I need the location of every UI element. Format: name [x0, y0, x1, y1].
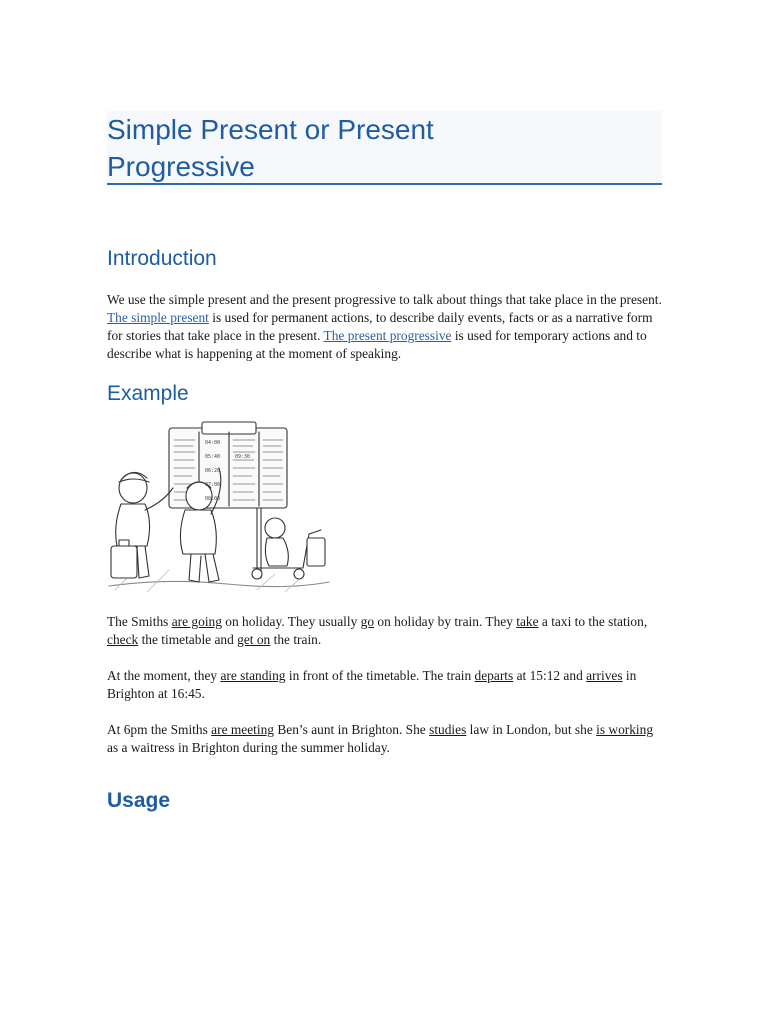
heading-introduction: Introduction: [107, 247, 217, 270]
board-time-6: 09:30: [235, 454, 251, 460]
introduction-paragraph: [107, 291, 667, 363]
text-run: at 15:12 and: [513, 668, 587, 683]
board-time-2: 05:40: [205, 454, 221, 460]
board-time-4: 07:00: [205, 482, 221, 488]
example-paragraph-1: [107, 613, 667, 649]
text-run: the timetable and: [138, 632, 238, 647]
board-time-3: 06:20: [205, 468, 221, 474]
text-run: The Smiths: [107, 614, 172, 629]
verb-underlined: arrives: [586, 668, 623, 683]
example-paragraph-3: [107, 721, 667, 757]
verb-underlined: are going: [171, 614, 222, 629]
example-paragraph-2: [107, 667, 667, 703]
text-run: in Brighton at 16:45.: [107, 668, 637, 701]
text-run: on holiday by train. They: [374, 614, 517, 629]
link-simple-present[interactable]: The simple present: [107, 310, 209, 325]
family-at-timetable-illustration: [107, 418, 331, 596]
verb-underlined: take: [516, 614, 539, 629]
board-time-1: 04:00: [205, 440, 221, 446]
verb-underlined: go: [360, 614, 375, 629]
text-run: Ben’s aunt in Brighton. She: [274, 722, 430, 737]
link-present-progressive[interactable]: The present progressive: [323, 328, 452, 343]
text-run: is used for permanent actions, to describe daily events, facts or as a narrative form for stories that take place in the present.: [107, 310, 653, 343]
text-run: as a waitress in Brighton during the summer holiday.: [107, 740, 390, 755]
text-run: At 6pm the Smiths: [107, 722, 212, 737]
heading-usage: Usage: [107, 789, 171, 812]
text-run: the train.: [270, 632, 322, 647]
verb-underlined: is working: [596, 722, 654, 737]
text-run: law in London, but she: [466, 722, 597, 737]
verb-underlined: are standing: [220, 668, 286, 683]
page-title: Simple Present or Present Progressive: [107, 114, 434, 182]
verb-underlined: get on: [237, 632, 271, 647]
text-run: is used for temporary actions and to describe what is happening at the moment of speaking.: [107, 328, 647, 361]
text-run: We use the simple present and the present progressive to talk about things that take place in the present.: [107, 292, 662, 307]
text-run: in front of the timetable. The train: [285, 668, 475, 683]
heading-example: Example: [107, 382, 189, 405]
verb-underlined: studies: [429, 722, 467, 737]
text-run: on holiday. They usually: [221, 614, 361, 629]
verb-underlined: are meeting: [211, 722, 274, 737]
text-run: a taxi to the station,: [538, 614, 648, 629]
title-banner: [107, 111, 662, 185]
verb-underlined: check: [107, 632, 139, 647]
text-run: At the moment, they: [107, 668, 221, 683]
verb-underlined: departs: [474, 668, 514, 683]
board-time-5: 08:00: [205, 496, 221, 502]
